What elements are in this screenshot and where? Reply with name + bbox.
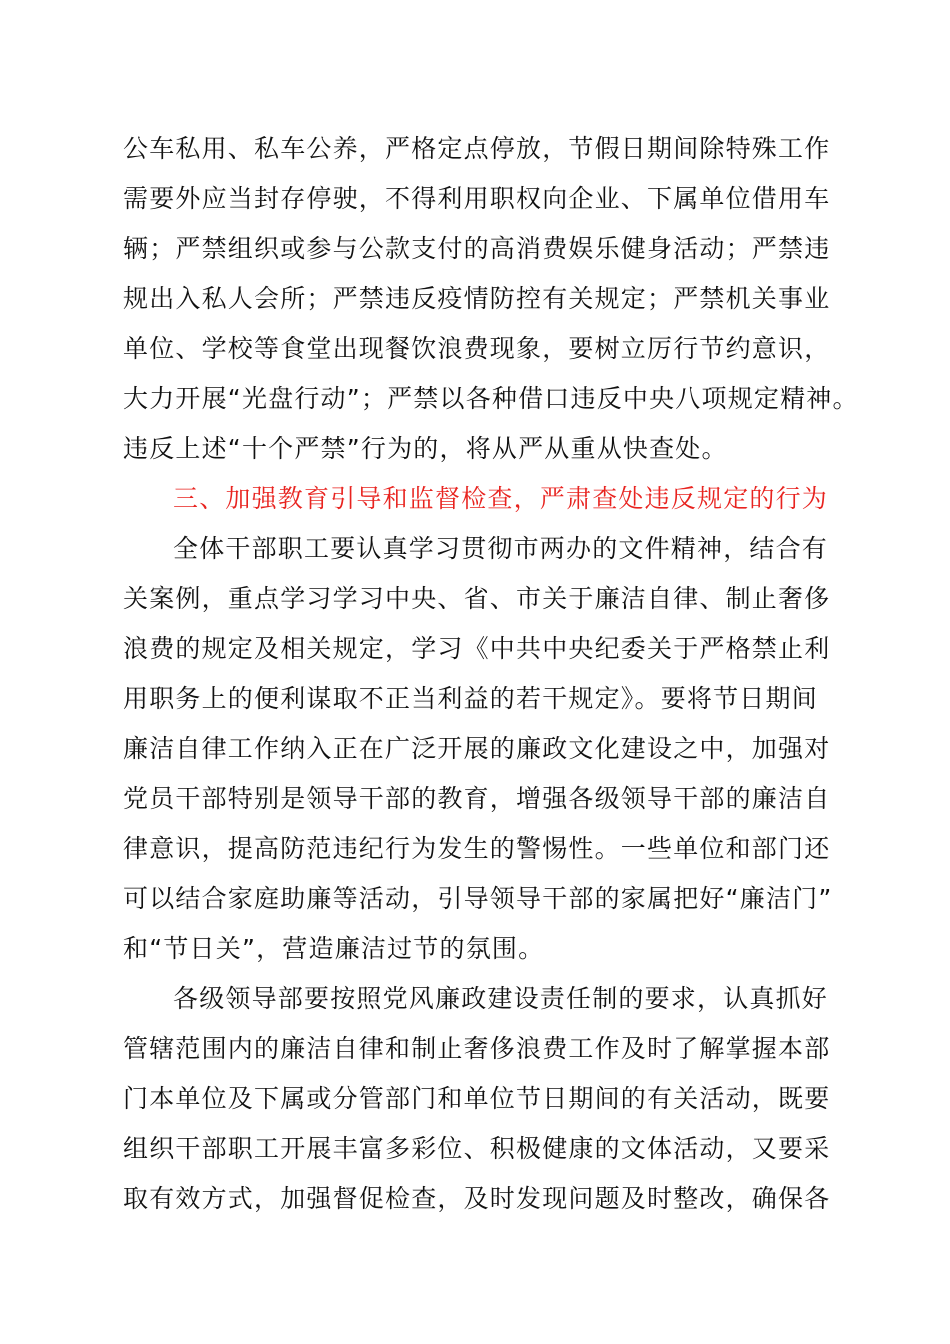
text-line: 门本单位及下属或分管部门和单位节日期间的有关活动，既要 bbox=[123, 1084, 831, 1113]
text-line: 规出入私人会所；严禁违反疫情防控有关规定；严禁机关事业 bbox=[123, 284, 831, 313]
text-line: 律意识，提高防范违纪行为发生的警惕性。一些单位和部门还 bbox=[123, 834, 831, 863]
text-line: 全体干部职工要认真学习贯彻市两办的文件精神，结合有 bbox=[173, 534, 829, 563]
text-line: 单位、学校等食堂出现餐饮浪费现象，要树立厉行节约意识， bbox=[123, 334, 831, 363]
text-line: 辆；严禁组织或参与公款支付的高消费娱乐健身活动；严禁违 bbox=[123, 234, 831, 263]
text-line: 各级领导部要按照党风廉政建设责任制的要求，认真抓好 bbox=[173, 984, 829, 1013]
text-line: 组织干部职工开展丰富多彩位、积极健康的文体活动，又要采 bbox=[123, 1134, 831, 1163]
text-line: 可以结合家庭助廉等活动，引导领导干部的家属把好“廉洁门” bbox=[123, 884, 833, 913]
text-line: 大力开展“光盘行动”；严禁以各种借口违反中央八项规定精神。 bbox=[123, 384, 859, 413]
text-line: 廉洁自律工作纳入正在广泛开展的廉政文化建设之中，加强对 bbox=[123, 734, 831, 763]
text-line: 和“节日关”，营造廉洁过节的氛围。 bbox=[123, 934, 545, 963]
text-line: 用职务上的便利谋取不正当利益的若干规定》。要将节日期间 bbox=[123, 684, 818, 713]
text-line: 关案例，重点学习学习中央、省、市关于廉洁自律、制止奢侈 bbox=[123, 584, 831, 613]
text-line: 党员干部特别是领导干部的教育，增强各级领导干部的廉洁自 bbox=[123, 784, 831, 813]
text-line: 浪费的规定及相关规定，学习《中共中央纪委关于严格禁止利 bbox=[123, 634, 831, 663]
text-line: 公车私用、私车公养，严格定点停放，节假日期间除特殊工作 bbox=[123, 134, 831, 163]
text-line: 管辖范围内的廉洁自律和制止奢侈浪费工作及时了解掌握本部 bbox=[123, 1034, 831, 1063]
section-heading: 三、加强教育引导和监督检查，严肃查处违反规定的行为 bbox=[173, 484, 829, 513]
text-line: 违反上述“十个严禁”行为的，将从严从重从快查处。 bbox=[123, 434, 728, 463]
text-line: 取有效方式，加强督促检查，及时发现问题及时整改，确保各 bbox=[123, 1184, 831, 1213]
text-line: 需要外应当封存停驶，不得利用职权向企业、下属单位借用车 bbox=[123, 184, 831, 213]
